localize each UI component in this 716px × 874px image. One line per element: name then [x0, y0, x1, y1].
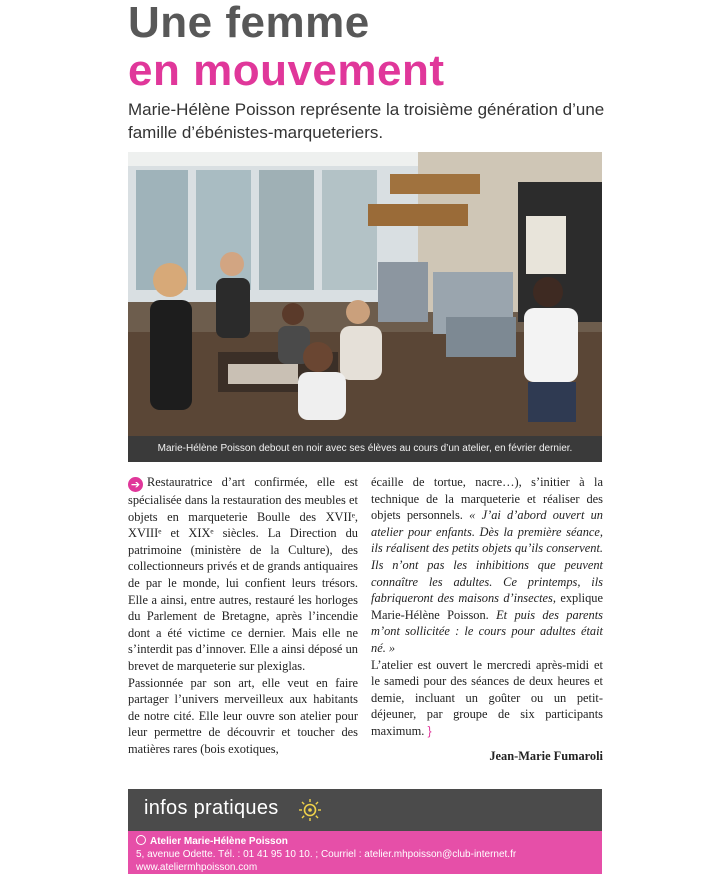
title-line-1: Une femme: [128, 0, 370, 47]
article-column-2: [371, 474, 603, 764]
paragraph-3-start: écaille de tortue, nacre…), s’initier à la technique de la marqueterie et réaliser des objets personnels.: [371, 475, 603, 523]
quote-2: Et puis des parents m’ont sollicitée : le cours pour adultes était né. »: [371, 607, 603, 655]
infos-name: Atelier Marie-Hélène Poisson: [150, 836, 288, 847]
workshop-photo-illustration: [128, 152, 602, 436]
title-line-2: en mouvement: [128, 46, 445, 95]
lightbulb-icon: [298, 798, 322, 822]
workshop-photo: [128, 152, 602, 436]
paragraph-1-text: Restauratrice d’art confirmée, elle est spécialisée dans la restauration des meubles et objets en marqueterie Boulle des XVIIᵉ, XVIIIᵉ et XIXᵉ siècles. La Direction du patrimoine (ministère de la Culture), des collectionneurs privés et de grands antiquaires de par le monde, lui confient leurs trésors. Elle a ainsi, entre autres, restauré les horloges du Parlement de Bretagne, après l’incendie dont a été victime ce dernier. Mais elle ne s’interdit pas d’innover. Elle a ainsi déposé un brevet de marqueterie sur plexiglas.: [128, 475, 358, 673]
photo-caption: Marie-Hélène Poisson debout en noir avec ses élèves au cours d’un atelier, en février dernier.: [128, 436, 602, 462]
infos-name-line: [136, 835, 288, 848]
infos-heading: infos pratiques: [144, 797, 279, 819]
paragraph-4-text: L’atelier est ouvert le mercredi après-midi et le samedi pour des séances de deux heures et demie, incluant un goûter ou un petit-déjeuner, par groupe de six participants maximum.: [371, 657, 603, 738]
paragraph-2: Passionnée par son art, elle veut en faire partager l’univers merveilleux aux habitants de notre cité. Elle leur ouvre son atelier pour leur permettre de découvrir et toucher des matières rares (bois exotiques,: [128, 675, 358, 756]
article-column-1: [128, 474, 358, 758]
paragraph-4: [371, 657, 603, 740]
quote-attribution: explique Marie-Hélène Poisson.: [371, 591, 603, 622]
quote-1: « J’ai d’abord ouvert un atelier pour enfants. Dès la première séance, ils réalisent des petits objets qu’ils conservent. Ils n’ont pas les inhibitions que peuvent connaître les adultes. Ce printemps, ils fabriqueront des maisons d’insectes,: [371, 508, 604, 606]
author-byline: Jean-Marie Fumaroli: [489, 748, 603, 763]
location-dot-icon: [136, 835, 146, 845]
paragraph-3: [371, 474, 603, 657]
arrow-bullet-icon: ➔: [128, 477, 143, 492]
end-mark-icon: }: [427, 723, 432, 738]
infos-address: 5, avenue Odette. Tél. : 01 41 95 10 10. ; Courriel : atelier.mhpoisson@club-internet.fr: [136, 849, 517, 860]
paragraph-1: [128, 474, 358, 675]
infos-website-link[interactable]: www.ateliermhpoisson.com: [136, 862, 258, 873]
subtitle: Marie-Hélène Poisson représente la troisième génération d’une famille d’ébénistes-marqueteriers.: [128, 100, 605, 142]
